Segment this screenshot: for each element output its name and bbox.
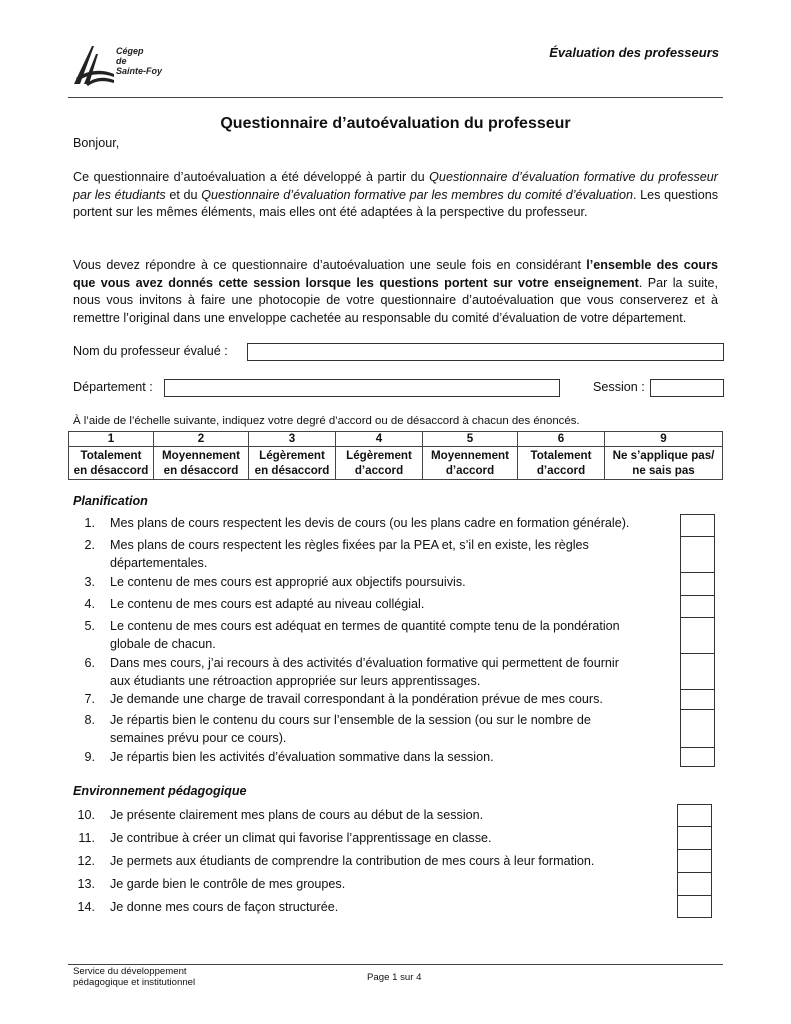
answer-box[interactable]	[677, 873, 712, 896]
question-number: 5.	[84, 619, 95, 633]
scale-number: 3	[249, 432, 336, 447]
question-number: 3.	[84, 575, 95, 589]
question-line: Je présente clairement mes plans de cours au début de la session.	[110, 808, 484, 822]
question-line: Je contribue à créer un climat qui favorise l’apprentissage en classe.	[110, 831, 492, 845]
question-text	[110, 853, 655, 871]
logo-line: de	[116, 56, 127, 66]
question-text	[110, 618, 655, 653]
answer-box[interactable]	[680, 690, 715, 710]
question-line: Le contenu de mes cours est adéquat en termes de quantité compte tenu de la pondération	[110, 619, 620, 633]
logo-emblem-icon	[72, 44, 116, 86]
professor-name-label: Nom du professeur évalué :	[73, 344, 228, 358]
scale-label	[423, 447, 518, 480]
answer-box[interactable]	[680, 618, 715, 654]
scale-number: 2	[154, 432, 249, 447]
question-line: Je demande une charge de travail correspondant à la pondération prévue de mes cours.	[110, 692, 603, 706]
question-line: Je répartis bien le contenu du cours sur l’ensemble de la session (ou sur le nombre de	[110, 713, 591, 727]
footer-line: pédagogique et institutionnel	[73, 977, 196, 988]
scale-numbers-row	[69, 432, 723, 447]
question-line: aux étudiants une rétroaction appropriée sur leurs apprentissages.	[110, 673, 481, 688]
scale-label-line: d’accord	[354, 464, 404, 477]
question-line: semaines prévu pour ce cours).	[110, 730, 287, 745]
scale-label	[605, 447, 723, 480]
scale-label-line: en désaccord	[73, 464, 149, 477]
answer-box[interactable]	[680, 596, 715, 618]
logo-line: Sainte-Foy	[116, 66, 163, 76]
footer-line: Service du développement	[73, 966, 187, 977]
scale-label-line: Légèrement	[346, 449, 412, 462]
question-number: 6.	[84, 656, 95, 670]
scale-number: 5	[423, 432, 518, 447]
text-run: l’ensemble des cours que vous avez donnés cette session lorsque les questions portent sur votre enseignement	[73, 258, 718, 290]
question-number: 8.	[84, 713, 95, 727]
question-number: 13.	[77, 877, 95, 891]
question-text	[110, 515, 655, 533]
scale-label-line: Ne s’applique pas/	[612, 449, 715, 462]
section-title: Planification	[73, 494, 148, 508]
session-field[interactable]	[650, 379, 724, 397]
question-text	[110, 712, 655, 747]
question-line: Je donne mes cours de façon structurée.	[110, 900, 339, 914]
question-line: Le contenu de mes cours est adapté au niveau collégial.	[110, 597, 425, 611]
question-text	[110, 596, 655, 614]
question-line: départementales.	[110, 555, 208, 570]
question-line: Dans mes cours, j’ai recours à des activités d’évaluation formative qui permettent de fournir	[110, 656, 619, 670]
footer-divider	[68, 964, 723, 965]
question-line: Je répartis bien les activités d’évaluation sommative dans la session.	[110, 750, 494, 764]
question-number: 4.	[84, 597, 95, 611]
answer-box[interactable]	[680, 654, 715, 690]
answer-box[interactable]	[680, 573, 715, 596]
header-divider	[68, 97, 723, 98]
question-line: globale de chacun.	[110, 636, 216, 651]
question-number: 1.	[84, 516, 95, 530]
text-run: Questionnaire d’évaluation formative du professeur par les étudiants	[73, 170, 718, 202]
answer-box[interactable]	[680, 748, 715, 767]
scale-label-line: en désaccord	[254, 464, 330, 477]
professor-name-field[interactable]	[247, 343, 724, 361]
question-line: Je permets aux étudiants de comprendre la contribution de mes cours à leur formation.	[110, 854, 595, 868]
scale-label-line: d’accord	[445, 464, 495, 477]
question-number: 7.	[84, 692, 95, 706]
question-text	[110, 749, 655, 767]
text-run: Ce questionnaire d’autoévaluation a été développé à partir du	[73, 170, 430, 184]
text-run: Questionnaire d’évaluation formative par les membres du comité d’évaluation	[201, 187, 633, 202]
answer-box[interactable]	[677, 827, 712, 850]
question-number: 9.	[84, 750, 95, 764]
logo-wordmark	[116, 46, 162, 76]
answer-box[interactable]	[680, 537, 715, 573]
answer-box[interactable]	[680, 710, 715, 748]
rating-scale-table	[68, 431, 723, 480]
question-text	[110, 876, 655, 894]
scale-label	[336, 447, 423, 480]
answer-box[interactable]	[677, 804, 712, 827]
scale-label-line: d’accord	[536, 464, 586, 477]
question-text	[110, 537, 655, 572]
question-line: Mes plans de cours respectent les devis de cours (ou les plans cadre en formation générale).	[110, 516, 630, 530]
question-text	[110, 574, 655, 592]
intro-paragraph-2	[73, 257, 718, 327]
scale-number: 4	[336, 432, 423, 447]
question-number: 11.	[78, 831, 95, 845]
question-text	[110, 899, 655, 917]
question-line: Le contenu de mes cours est approprié aux objectifs poursuivis.	[110, 575, 466, 589]
department-field[interactable]	[164, 379, 560, 397]
department-label: Département :	[73, 380, 153, 394]
scale-label-line: Moyennement	[431, 449, 509, 462]
intro-paragraph-1	[73, 169, 718, 222]
question-number: 10.	[77, 808, 95, 822]
scale-label-line: Légèrement	[259, 449, 325, 462]
answer-box[interactable]	[677, 850, 712, 873]
text-run: . Les questions portent sur les mêmes éléments, mais elles ont été adaptées à la perspective du professeur.	[73, 187, 719, 219]
text-run: . Par la suite, nous vous invitons à faire une photocopie de votre questionnaire d’autoévaluation que vous conserverez et à remettre l’original dans une enveloppe cachetée au responsable du comité d’évaluation de votre département.	[73, 275, 718, 325]
question-number: 14.	[77, 900, 95, 914]
logo-line: Cégep	[116, 46, 144, 56]
session-label: Session :	[593, 380, 645, 394]
scale-instructions: À l’aide de l’échelle suivante, indiquez votre degré d’accord ou de désaccord à chacun des énoncés.	[73, 415, 580, 427]
scale-number: 9	[605, 432, 723, 447]
question-line: Mes plans de cours respectent les règles fixées par la PEA et, s’il en existe, les règles	[110, 538, 589, 552]
scale-label	[154, 447, 249, 480]
scale-labels-row	[69, 447, 723, 480]
scale-label-line: Moyennement	[162, 449, 240, 462]
question-text	[110, 691, 655, 709]
answer-box[interactable]	[680, 514, 715, 537]
section-title: Environnement pédagogique	[73, 784, 247, 798]
scale-number: 1	[69, 432, 154, 447]
scale-number: 6	[518, 432, 605, 447]
question-number: 12.	[77, 854, 95, 868]
page-number: Page 1 sur 4	[367, 972, 422, 983]
scale-label	[518, 447, 605, 480]
scale-label-line: Totalement	[530, 449, 592, 462]
question-line: Je garde bien le contrôle de mes groupes.	[110, 877, 346, 891]
footer-department	[73, 966, 195, 988]
question-number: 2.	[84, 538, 95, 552]
text-run: et du	[165, 187, 202, 202]
question-text	[110, 807, 655, 825]
question-text	[110, 830, 655, 848]
scale-label	[69, 447, 154, 480]
greeting: Bonjour,	[73, 136, 120, 150]
text-run: Vous devez répondre à ce questionnaire d’autoévaluation une seule fois en considérant	[73, 258, 587, 272]
scale-label-line: Totalement	[80, 449, 142, 462]
question-text	[110, 655, 655, 690]
header-title: Évaluation des professeurs	[549, 45, 719, 60]
college-logo	[72, 44, 182, 88]
scale-label-line: ne sais pas	[632, 464, 695, 477]
scale-label-line: en désaccord	[163, 464, 239, 477]
answer-box[interactable]	[677, 896, 712, 918]
scale-label	[249, 447, 336, 480]
document-title: Questionnaire d’autoévaluation du professeur	[220, 115, 571, 132]
